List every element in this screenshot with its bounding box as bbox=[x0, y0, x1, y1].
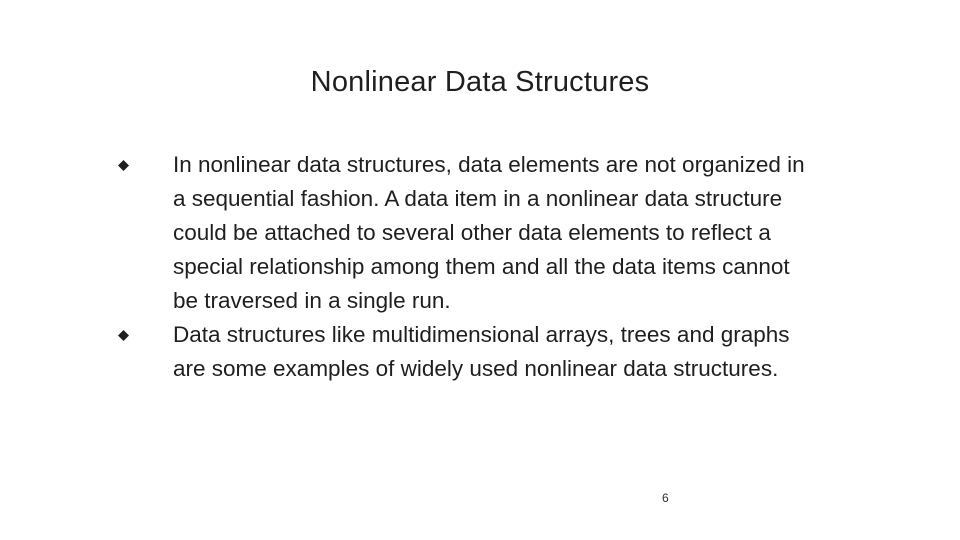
diamond-bullet-icon bbox=[118, 160, 129, 171]
bullet-text: In nonlinear data structures, data elements are not organized in a sequential fashion. A data item in a nonlinear data structure could be attached to several other data elements to reflect a special relationship among them and all the data items cannot be traversed in a single run. bbox=[173, 152, 805, 313]
bullet-item bbox=[118, 318, 808, 386]
bullet-text: Data structures like multidimensional arrays, trees and graphs are some examples of widely used nonlinear data structures. bbox=[173, 322, 790, 381]
bullet-list bbox=[118, 148, 808, 386]
page-number: 6 bbox=[662, 491, 669, 505]
diamond-bullet-icon bbox=[118, 330, 129, 341]
slide-title: Nonlinear Data Structures bbox=[310, 66, 650, 98]
bullet-item bbox=[118, 148, 808, 318]
